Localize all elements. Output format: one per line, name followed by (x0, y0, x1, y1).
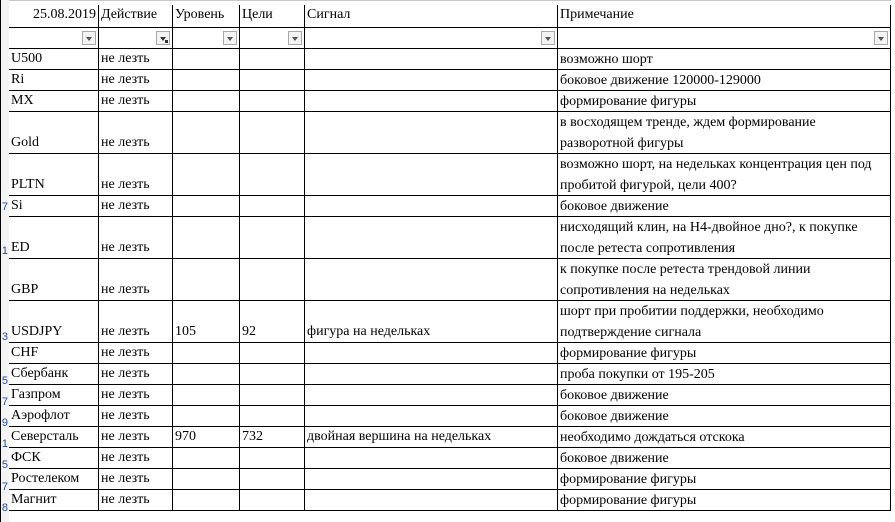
cell-action[interactable]: не лезть (99, 259, 173, 301)
cell-targets[interactable] (240, 343, 305, 364)
cell-note[interactable]: формирование фигуры (558, 490, 891, 511)
row-number: 5 (1, 375, 8, 387)
row-number: 9 (1, 417, 8, 429)
cell-level[interactable] (173, 364, 240, 385)
cell-targets[interactable] (240, 364, 305, 385)
cell-targets[interactable] (240, 49, 305, 70)
row-header-strip (0, 0, 9, 522)
row-number: 7 (1, 396, 8, 408)
cell-ticker[interactable]: Северсталь (9, 427, 99, 448)
filter-cell-level (173, 28, 240, 49)
row-number: 1 (1, 438, 8, 450)
cell-ticker[interactable]: GBP (9, 259, 99, 301)
cell-signal[interactable] (305, 385, 558, 406)
cell-level[interactable] (173, 490, 240, 511)
cell-ticker[interactable]: USDJPY (9, 301, 99, 343)
cell-ticker[interactable]: CHF (9, 343, 99, 364)
cell-signal[interactable] (305, 406, 558, 427)
cell-signal[interactable] (305, 448, 558, 469)
cell-targets[interactable] (240, 385, 305, 406)
cell-action[interactable]: не лезть (99, 196, 173, 217)
cell-ticker[interactable]: ФСК (9, 448, 99, 469)
cell-signal[interactable] (305, 259, 558, 301)
cell-signal[interactable] (305, 343, 558, 364)
cell-note[interactable]: боковое движение (558, 406, 891, 427)
cell-ticker[interactable]: Ri (9, 70, 99, 91)
cell-level[interactable] (173, 406, 240, 427)
cell-targets[interactable] (240, 91, 305, 112)
filter-dropdown-icon[interactable] (541, 31, 555, 45)
cell-level[interactable] (173, 385, 240, 406)
cell-targets[interactable] (240, 112, 305, 154)
row-number: 5 (1, 459, 8, 471)
cell-action[interactable]: не лезть (99, 154, 173, 196)
cell-note[interactable]: нисходящий клин, на H4-двойное дно?, к покупке после ретеста сопротивления (558, 217, 891, 259)
cell-note[interactable]: шорт при пробитии поддержки, необходимо подтверждение сигнала (558, 301, 891, 343)
row-number: 8 (1, 502, 8, 514)
filter-cell-action (99, 28, 173, 49)
filter-cell-date (9, 28, 99, 49)
cell-ticker[interactable]: U500 (9, 49, 99, 70)
cell-ticker[interactable]: Газпром (9, 385, 99, 406)
filter-cell-signal (305, 28, 558, 49)
cell-signal[interactable] (305, 112, 558, 154)
cell-note[interactable]: боковое движение (558, 448, 891, 469)
row-number: 7 (1, 481, 8, 493)
cell-targets[interactable] (240, 70, 305, 91)
cell-note[interactable]: проба покупки от 195-205 (558, 364, 891, 385)
cell-action[interactable]: не лезть (99, 301, 173, 343)
cell-targets[interactable] (240, 469, 305, 490)
cell-level[interactable]: 105 (173, 301, 240, 343)
cell-note[interactable]: необходимо дождаться отскока (558, 427, 891, 448)
cell-note[interactable]: возможно шорт, на недельках концентрация цен под пробитой фигурой, цели 400? (558, 154, 891, 196)
cell-targets[interactable]: 732 (240, 427, 305, 448)
cell-action[interactable]: не лезть (99, 469, 173, 490)
cell-ticker[interactable]: Сбербанк (9, 364, 99, 385)
cell-level[interactable] (173, 448, 240, 469)
cell-signal[interactable] (305, 70, 558, 91)
cell-level[interactable] (173, 91, 240, 112)
cell-note[interactable]: формирование фигуры (558, 343, 891, 364)
cell-signal[interactable] (305, 490, 558, 511)
cell-action[interactable]: не лезть (99, 343, 173, 364)
cell-level[interactable] (173, 259, 240, 301)
filter-dropdown-icon[interactable] (288, 31, 302, 45)
row-number: 3 (1, 331, 8, 343)
header-targets[interactable]: Цели (240, 5, 305, 28)
cell-targets[interactable]: 92 (240, 301, 305, 343)
cell-note[interactable]: боковое движение (558, 385, 891, 406)
cell-level[interactable] (173, 343, 240, 364)
cell-targets[interactable] (240, 406, 305, 427)
cell-action[interactable]: не лезть (99, 385, 173, 406)
cell-signal[interactable]: фигура на недельках (305, 301, 558, 343)
cell-action[interactable]: не лезть (99, 427, 173, 448)
filter-cell-note (558, 28, 891, 49)
cell-targets[interactable] (240, 217, 305, 259)
row-number: 1 (1, 245, 8, 257)
cell-targets[interactable] (240, 154, 305, 196)
filter-dropdown-icon[interactable] (874, 31, 888, 45)
header-date[interactable]: 25.08.2019 (9, 5, 99, 28)
cell-note[interactable]: возможно шорт (558, 49, 891, 70)
cell-note[interactable]: формирование фигуры (558, 91, 891, 112)
cell-level[interactable] (173, 70, 240, 91)
cell-ticker[interactable]: ED (9, 217, 99, 259)
cell-level[interactable] (173, 196, 240, 217)
cell-action[interactable]: не лезть (99, 112, 173, 154)
cell-action[interactable]: не лезть (99, 364, 173, 385)
cell-ticker[interactable]: PLTN (9, 154, 99, 196)
cell-signal[interactable] (305, 49, 558, 70)
cell-level[interactable] (173, 49, 240, 70)
cell-note[interactable]: боковое движение (558, 196, 891, 217)
header-action[interactable]: Действие (99, 5, 173, 28)
filter-dropdown-icon[interactable] (82, 31, 96, 45)
cell-note[interactable]: боковое движение 120000-129000 (558, 70, 891, 91)
cell-ticker[interactable]: Магнит (9, 490, 99, 511)
cell-signal[interactable] (305, 469, 558, 490)
cell-action[interactable]: не лезть (99, 49, 173, 70)
header-level[interactable]: Уровень (173, 5, 240, 28)
cell-level[interactable] (173, 217, 240, 259)
cell-signal[interactable] (305, 154, 558, 196)
cell-level[interactable] (173, 469, 240, 490)
cell-note[interactable]: формирование фигуры (558, 469, 891, 490)
cell-targets[interactable] (240, 490, 305, 511)
cell-note[interactable]: в восходящем тренде, ждем формирование разворотной фигуры (558, 112, 891, 154)
cell-level[interactable]: 970 (173, 427, 240, 448)
cell-action[interactable]: не лезть (99, 448, 173, 469)
filter-dropdown-icon[interactable] (223, 31, 237, 45)
cell-ticker[interactable]: Gold (9, 112, 99, 154)
filter-active-icon[interactable] (156, 31, 170, 45)
cell-action[interactable]: не лезть (99, 70, 173, 91)
cell-action[interactable]: не лезть (99, 91, 173, 112)
cell-signal[interactable]: двойная вершина на недельках (305, 427, 558, 448)
cell-signal[interactable] (305, 196, 558, 217)
cell-signal[interactable] (305, 91, 558, 112)
cell-ticker[interactable]: MX (9, 91, 99, 112)
cell-ticker[interactable]: Si (9, 196, 99, 217)
cell-action[interactable]: не лезть (99, 406, 173, 427)
cell-targets[interactable] (240, 448, 305, 469)
cell-signal[interactable] (305, 364, 558, 385)
cell-level[interactable] (173, 154, 240, 196)
header-signal[interactable]: Сигнал (305, 5, 558, 28)
row-number: 7 (1, 201, 8, 213)
filter-cell-targets (240, 28, 305, 49)
cell-action[interactable]: не лезть (99, 490, 173, 511)
cell-note[interactable]: к покупке после ретеста трендовой линии сопротивления на недельках (558, 259, 891, 301)
cell-targets[interactable] (240, 259, 305, 301)
header-note[interactable]: Примечание (558, 5, 891, 28)
cell-targets[interactable] (240, 196, 305, 217)
cell-signal[interactable] (305, 217, 558, 259)
cell-level[interactable] (173, 112, 240, 154)
cell-action[interactable]: не лезть (99, 217, 173, 259)
cell-ticker[interactable]: Аэрофлот (9, 406, 99, 427)
cell-ticker[interactable]: Ростелеком (9, 469, 99, 490)
